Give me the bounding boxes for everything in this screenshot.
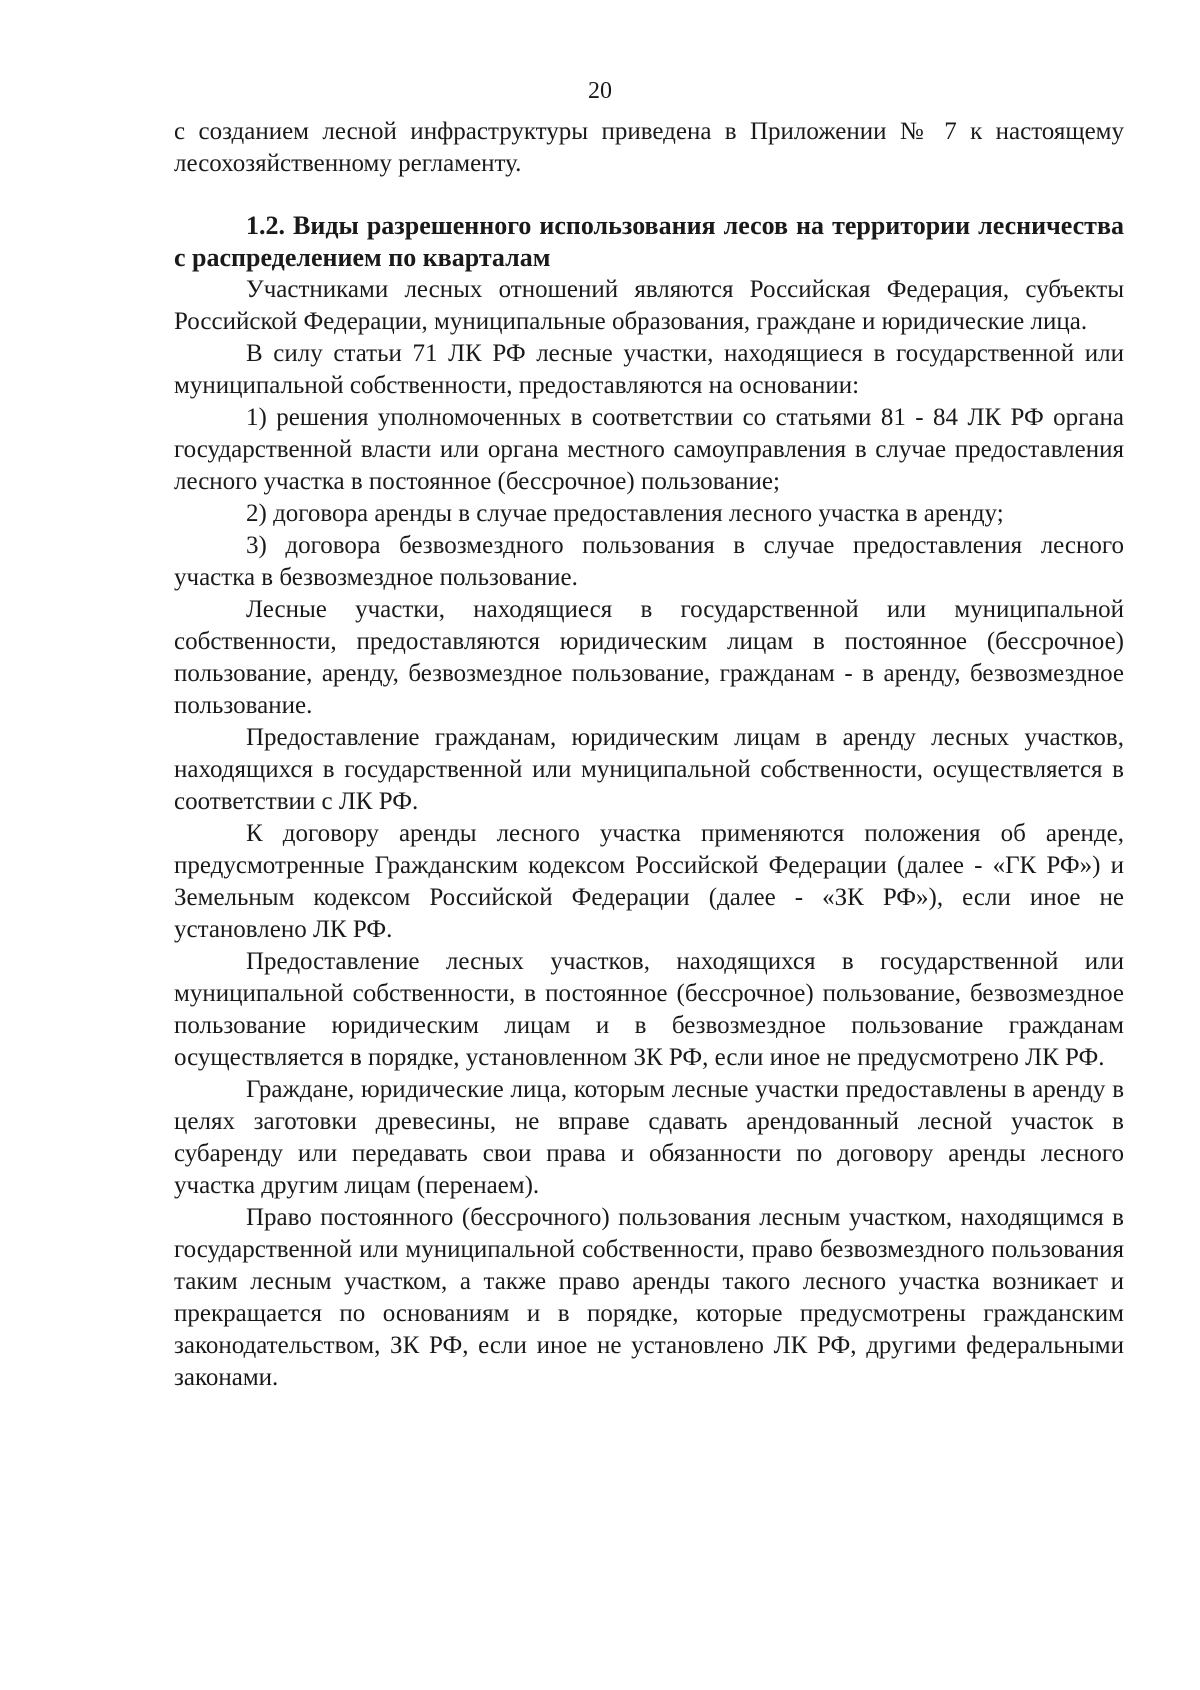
page-number: 20 bbox=[588, 78, 612, 104]
paragraph-forest-plots: Лесные участки, находящиеся в государственной или муниципальной собственности, предоставляются юридическим лицам в постоянное (бессрочное) пользование, аренду, безвозмездное пользование, гражданам - в аренду, безвозмездное пользование. bbox=[174, 596, 1124, 719]
document-body bbox=[174, 116, 1124, 1394]
paragraph-lease-agreement: К договору аренды лесного участка применяются положения об аренде, предусмотренные Гражданским кодексом Российской Федерации (далее - «ГК РФ») и Земельным кодексом Российской Федерации (далее - «ЗК РФ»), если иное не установлено ЛК РФ. bbox=[174, 820, 1124, 943]
list-item-2: 2) договора аренды в случае предоставления лесного участка в аренду; bbox=[246, 500, 1004, 527]
list-item-1: 1) решения уполномоченных в соответствии со статьями 81 - 84 ЛК РФ органа государственной власти или органа местного самоуправления в случае предоставления лесного участка в постоянное (бессрочное) пользование; bbox=[174, 404, 1124, 495]
paragraph-sublease: Граждане, юридические лица, которым лесные участки предоставлены в аренду в целях заготовки древесины, не вправе сдавать арендованный лесной участок в субаренду или передавать свои права и обязанности по договору аренды лесного участка другим лицам (перенаем). bbox=[174, 1076, 1124, 1199]
paragraph-participants: Участниками лесных отношений являются Российская Федерация, субъекты Российской Федерации, муниципальные образования, граждане и юридические лица. bbox=[174, 276, 1124, 335]
paragraph-lease-provision: Предоставление гражданам, юридическим лицам в аренду лесных участков, находящихся в государственной или муниципальной собственности, осуществляется в соответствии с ЛК РФ. bbox=[174, 724, 1124, 815]
continuation-paragraph: с созданием лесной инфраструктуры приведена в Приложении № 7 к настоящему лесохозяйственному регламенту. bbox=[174, 118, 1124, 177]
list-item-3: 3) договора безвозмездного пользования в случае предоставления лесного участка в безвозмездное пользование. bbox=[174, 532, 1124, 591]
paragraph-article-71: В силу статьи 71 ЛК РФ лесные участки, находящиеся в государственной или муниципальной собственности, предоставляются на основании: bbox=[174, 340, 1124, 399]
paragraph-permanent-use: Предоставление лесных участков, находящихся в государственной или муниципальной собственности, в постоянное (бессрочное) пользование, безвозмездное пользование юридическим лицам и в безвозмездное пользование гражданам осуществляется в порядке, установленном ЗК РФ, если иное не предусмотрено ЛК РФ. bbox=[174, 948, 1124, 1071]
paragraph-rights: Право постоянного (бессрочного) пользования лесным участком, находящимся в государственной или муниципальной собственности, право безвозмездного пользования таким лесным участком, а также право аренды такого лесного участка возникает и прекращается по основаниям и в порядке, которые предусмотрены гражданским законодательством, ЗК РФ, если иное не установлено ЛК РФ, другими федеральными законами. bbox=[174, 1204, 1124, 1391]
section-heading: 1.2. Виды разрешенного использования лесов на территории лесничества с распределением по кварталам bbox=[174, 211, 1124, 272]
